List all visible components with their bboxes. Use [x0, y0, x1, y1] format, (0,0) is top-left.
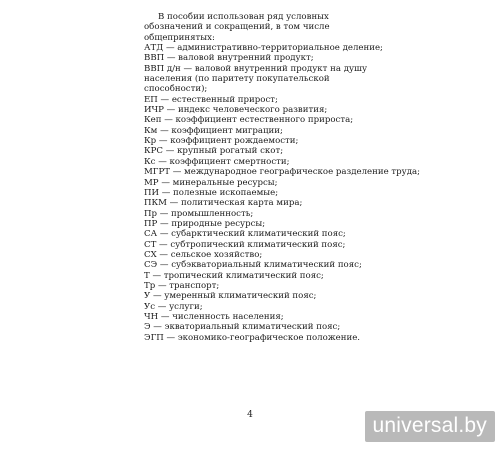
abbreviation-e: Э — экваториальный климатический пояс;	[144, 322, 341, 333]
abbreviation-se: СЭ — субэкваториальный климатический пояс;	[144, 260, 362, 271]
abbreviation-kr: Кр — коэффициент рождаемости;	[144, 136, 299, 147]
abbreviation-ep: ЕП — естественный прирост;	[144, 94, 278, 105]
abbreviation-u: У — умеренный климатический пояс;	[144, 291, 317, 302]
abbreviation-km: Км — коэффициент миграции;	[144, 125, 283, 136]
abbreviation-tr: Тр — транспорт;	[144, 280, 220, 291]
abbreviation-kep: Кеп — коэффициент естественного прироста;	[144, 115, 354, 126]
abbreviation-atd: АТД — административно-территориальное деление;	[144, 43, 383, 54]
abbreviation-vvp: ВВП — валовой внутренний продукт;	[144, 53, 314, 64]
abbreviation-krs: КРС — крупный рогатый скот;	[144, 146, 284, 157]
abbreviation-ks: Кс — коэффициент смертности;	[144, 156, 290, 167]
abbreviation-sa: СА — субарктический климатический пояс;	[144, 229, 346, 240]
abbreviation-sh: СХ — сельское хозяйство;	[144, 249, 263, 260]
abbreviation-mgrt: МГРТ — международное географическое разделение труда;	[144, 167, 421, 178]
page-number: 4	[247, 410, 253, 420]
abbreviation-vvp-per-capita: ВВП д/н — валовой внутренний продукт на душу населения (по паритету покупательской способности);	[144, 63, 368, 95]
abbreviation-pi: ПИ — полезные ископаемые;	[144, 187, 279, 198]
abbreviation-egp: ЭГП — экономико-географическое положение.	[144, 332, 361, 343]
abbreviation-t: Т — тропический климатический пояс;	[144, 270, 324, 281]
abbreviation-pr: ПР — природные ресурсы;	[144, 218, 266, 229]
site-watermark: universal.by	[365, 411, 495, 442]
abbreviation-us: Ус — услуги;	[144, 301, 203, 312]
abbreviation-chn: ЧН — численность населения;	[144, 311, 284, 322]
abbreviation-pkm: ПКМ — политическая карта мира;	[144, 198, 303, 209]
abbreviation-ichr: ИЧР — индекс человеческого развития;	[144, 105, 328, 116]
abbreviation-prom: Пр — промышленность;	[144, 208, 254, 219]
abbreviation-mr: МР — минеральные ресурсы;	[144, 177, 278, 188]
abbreviations-section	[144, 12, 421, 343]
abbreviation-st: СТ — субтропический климатический пояс;	[144, 239, 346, 250]
intro-paragraph: В пособии использован ряд условных обозначений и сокращений, в том числе общепринятых:	[144, 12, 330, 43]
